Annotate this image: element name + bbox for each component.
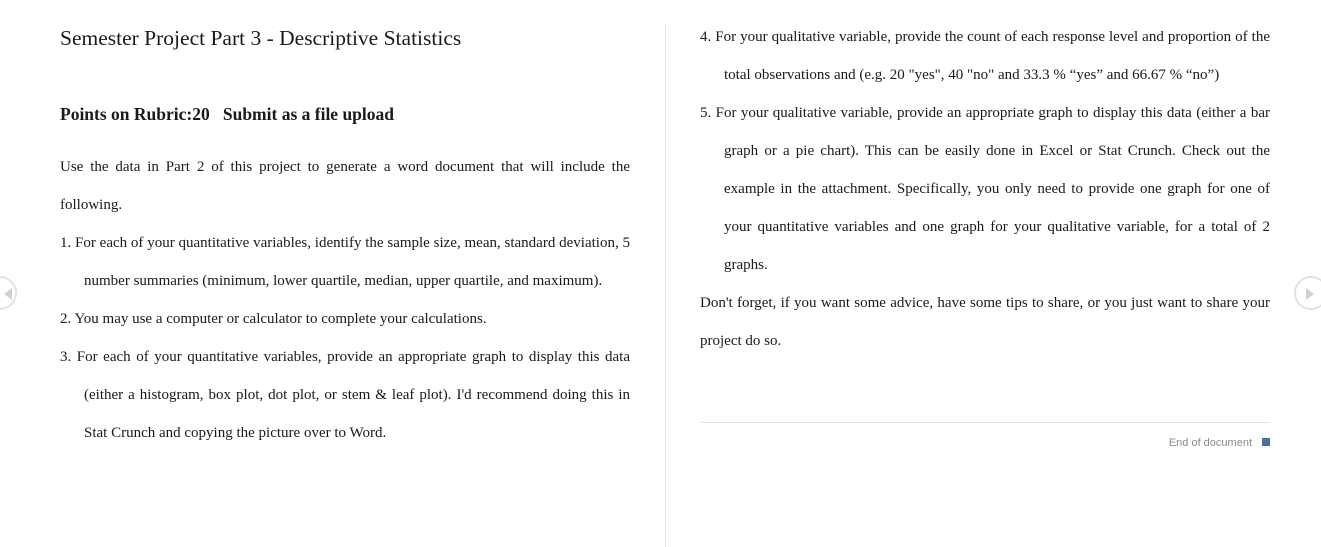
- end-of-document-label: End of document: [1168, 437, 1252, 449]
- rubric-line: Points on Rubric:20 Submit as a file upload: [60, 104, 395, 124]
- list-item: 2. You may use a computer or calculator to complete your calculations.: [60, 311, 487, 327]
- list-item: 4. For your qualitative variable, provide the count of each response level and proportion of the total observations and (e.g. 20 "yes", 40 "no" and 33.3 % “yes” and 66.67 % “no”): [700, 29, 1270, 83]
- list-item: 3. For each of your quantitative variables, provide an appropriate graph to display this data (either a histogram, box plot, dot plot, or stem & leaf plot). I'd recommend doing this in Stat Crunch and copying the picture over to Word.: [60, 349, 630, 441]
- previous-page-button[interactable]: [0, 276, 17, 310]
- end-of-document: [1169, 436, 1270, 450]
- document-title: Semester Project Part 3 - Descriptive Statistics: [60, 26, 462, 50]
- end-rule: [700, 422, 1270, 423]
- left-body: [60, 148, 630, 452]
- chevron-right-icon: [1306, 288, 1314, 300]
- left-column: [60, 24, 630, 441]
- list-item: 5. For your qualitative variable, provide an appropriate graph to display this data (either a bar graph or a pie chart). This can be easily done in Excel or Stat Crunch. Check out the example in the attachment. Specifically, you only need to provide one graph for one of your quantitative variables and one graph for your qualitative variable, for a total of 2 graphs.: [700, 105, 1270, 273]
- chevron-left-icon: [4, 288, 12, 300]
- next-page-button[interactable]: [1294, 276, 1321, 310]
- end-marker-icon: [1262, 438, 1270, 446]
- intro-paragraph: Use the data in Part 2 of this project to generate a word document that will include the following.: [60, 159, 630, 213]
- right-body: [700, 18, 1270, 360]
- list-item: 1. For each of your quantitative variables, identify the sample size, mean, standard deviation, 5 number summaries (minimum, lower quartile, median, upper quartile, and maximum).: [60, 235, 630, 289]
- column-divider: [665, 24, 666, 547]
- closing-paragraph: Don't forget, if you want some advice, have some tips to share, or you just want to share your project do so.: [700, 295, 1270, 349]
